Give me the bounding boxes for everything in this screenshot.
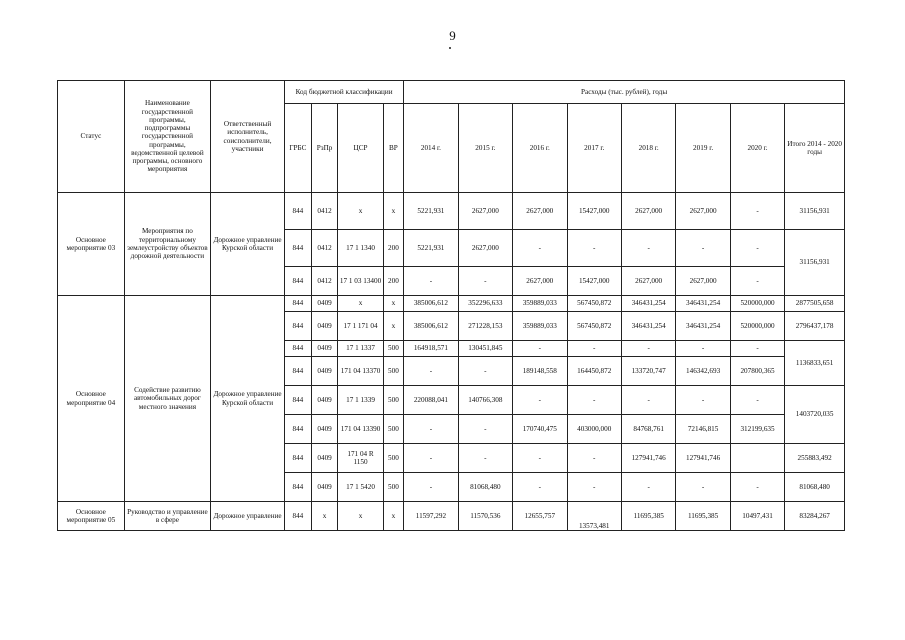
rzpr-cell: 0409 — [311, 386, 338, 415]
value-cell: - — [730, 386, 784, 415]
grbs-cell: 844 — [285, 386, 312, 415]
rzpr-cell: 0409 — [311, 296, 338, 312]
value-cell: 520000,000 — [730, 296, 784, 312]
vr-cell: 500 — [383, 473, 404, 502]
csr-cell: 171 04 R 1150 — [338, 444, 383, 473]
vr-cell: 500 — [383, 341, 404, 357]
rzpr-cell: 0409 — [311, 357, 338, 386]
value-cell: - — [567, 473, 621, 502]
value-cell: - — [404, 267, 458, 296]
grbs-cell: 844 — [285, 341, 312, 357]
value-cell: - — [676, 230, 730, 267]
grbs-cell: 844 — [285, 296, 312, 312]
value-cell: 220088,041 — [404, 386, 458, 415]
status-cell: Основное мероприятие 04 — [58, 296, 125, 502]
value-cell: - — [567, 341, 621, 357]
rzpr-cell: 0409 — [311, 341, 338, 357]
value-cell: - — [567, 386, 621, 415]
value-cell: - — [730, 193, 784, 230]
responsible-cell: Дорожное управление — [211, 502, 285, 531]
name-cell: Руководство и управление в сфере — [124, 502, 210, 531]
csr-cell: х — [338, 296, 383, 312]
value-cell: 2627,000 — [621, 267, 675, 296]
rzpr-cell: 0409 — [311, 473, 338, 502]
value-cell: 11597,292 — [404, 502, 458, 531]
total-cell: 2877505,658 — [785, 296, 845, 312]
header-grbs: ГРБС — [285, 104, 312, 193]
value-cell: - — [567, 230, 621, 267]
vr-cell: х — [383, 193, 404, 230]
value-cell: 2627,000 — [676, 193, 730, 230]
value-cell: 359889,033 — [513, 312, 567, 341]
value-cell: - — [513, 230, 567, 267]
total-cell: 81068,480 — [785, 473, 845, 502]
value-cell: 312199,635 — [730, 415, 784, 444]
csr-cell: 17 1 5420 — [338, 473, 383, 502]
grbs-cell: 844 — [285, 312, 312, 341]
grbs-cell: 844 — [285, 230, 312, 267]
header-year-2018: 2018 г. — [621, 104, 675, 193]
value-cell: - — [513, 473, 567, 502]
total-cell: 1136833,651 — [785, 341, 845, 386]
csr-cell: 17 1 1339 — [338, 386, 383, 415]
value-cell: 11695,385 — [676, 502, 730, 531]
value-cell: 133720,747 — [621, 357, 675, 386]
value-cell: 346431,254 — [676, 312, 730, 341]
value-cell: 567450,872 — [567, 296, 621, 312]
csr-cell: 171 04 13370 — [338, 357, 383, 386]
value-cell: - — [404, 444, 458, 473]
value-cell: 15427,000 — [567, 267, 621, 296]
value-cell: 359889,033 — [513, 296, 567, 312]
page-number: 9 — [449, 28, 456, 43]
header-total: Итого 2014 - 2020 годы — [785, 104, 845, 193]
rzpr-cell: 0409 — [311, 312, 338, 341]
value-cell: 164918,571 — [404, 341, 458, 357]
status-cell: Основное мероприятие 05 — [58, 502, 125, 531]
value-cell: 346431,254 — [621, 296, 675, 312]
value-cell: 385006,612 — [404, 312, 458, 341]
value-cell: - — [730, 267, 784, 296]
vr-cell: 500 — [383, 386, 404, 415]
value-cell: - — [676, 341, 730, 357]
value-cell: 81068,480 — [458, 473, 512, 502]
value-cell: - — [458, 415, 512, 444]
grbs-cell: 844 — [285, 473, 312, 502]
value-cell: 127941,746 — [676, 444, 730, 473]
value-cell: 2627,000 — [676, 267, 730, 296]
value-cell: 12655,757 — [513, 502, 567, 531]
value-cell: 271228,153 — [458, 312, 512, 341]
value-cell: 84768,761 — [621, 415, 675, 444]
header-name: Наименование государственной программы, подпрограммы государственной программы, ведомственной целевой программы, основного мероприятия — [124, 81, 210, 193]
rzpr-cell: 0409 — [311, 415, 338, 444]
value-cell: 385006,612 — [404, 296, 458, 312]
header-expenses: Расходы (тыс. рублей), годы — [404, 81, 845, 104]
csr-cell: х — [338, 193, 383, 230]
csr-cell: 17 1 1337 — [338, 341, 383, 357]
grbs-cell: 844 — [285, 267, 312, 296]
value-cell: 164450,872 — [567, 357, 621, 386]
value-cell: - — [621, 230, 675, 267]
value-cell: 11570,536 — [458, 502, 512, 531]
csr-cell: 17 1 03 13400 — [338, 267, 383, 296]
vr-cell: 500 — [383, 444, 404, 473]
value-cell: 2627,000 — [513, 267, 567, 296]
value-cell: 5221,931 — [404, 193, 458, 230]
table-row — [58, 193, 845, 230]
value-cell: - — [730, 473, 784, 502]
value-cell: 207800,365 — [730, 357, 784, 386]
value-cell: - — [458, 357, 512, 386]
header-year-2017: 2017 г. — [567, 104, 621, 193]
header-year-2015: 2015 г. — [458, 104, 512, 193]
value-cell: - — [458, 444, 512, 473]
rzpr-cell: 0412 — [311, 267, 338, 296]
value-cell: 15427,000 — [567, 193, 621, 230]
total-cell: 31156,931 — [785, 230, 845, 296]
value-cell: 2627,000 — [458, 193, 512, 230]
grbs-cell: 844 — [285, 502, 312, 531]
value-cell: 567450,872 — [567, 312, 621, 341]
value-cell: 189148,558 — [513, 357, 567, 386]
header-year-2016: 2016 г. — [513, 104, 567, 193]
name-cell: Содействие развитию автомобильных дорог местного значения — [124, 296, 210, 502]
header-rzpr: РзПр — [311, 104, 338, 193]
value-cell: - — [513, 386, 567, 415]
value-cell: - — [730, 341, 784, 357]
value-cell: - — [404, 473, 458, 502]
expenses-table — [57, 80, 845, 531]
page-mark — [449, 47, 451, 49]
status-cell: Основное мероприятие 03 — [58, 193, 125, 296]
value-cell: 11695,385 — [621, 502, 675, 531]
csr-cell: х — [338, 502, 383, 531]
grbs-cell: 844 — [285, 193, 312, 230]
value-cell: - — [458, 267, 512, 296]
grbs-cell: 844 — [285, 415, 312, 444]
value-cell: 127941,746 — [621, 444, 675, 473]
header-row-1 — [58, 81, 845, 104]
csr-cell: 17 1 1340 — [338, 230, 383, 267]
value-cell: 2627,000 — [513, 193, 567, 230]
value-cell: - — [621, 473, 675, 502]
table-row — [58, 296, 845, 312]
value-cell: 346431,254 — [621, 312, 675, 341]
total-cell: 255883,492 — [785, 444, 845, 473]
header-responsible: Ответственный исполнитель, соисполнители, участники — [211, 81, 285, 193]
value-cell: 520000,000 — [730, 312, 784, 341]
vr-cell: 200 — [383, 230, 404, 267]
header-status: Статус — [58, 81, 125, 193]
value-cell: - — [676, 473, 730, 502]
csr-cell: 171 04 13390 — [338, 415, 383, 444]
value-cell: - — [513, 444, 567, 473]
value-cell: 140766,308 — [458, 386, 512, 415]
rzpr-cell: х — [311, 502, 338, 531]
value-cell: 346431,254 — [676, 296, 730, 312]
value-cell: 146342,693 — [676, 357, 730, 386]
total-cell: 83284,267 — [785, 502, 845, 531]
responsible-cell: Дорожное управление Курской области — [211, 193, 285, 296]
header-vr: ВР — [383, 104, 404, 193]
responsible-cell: Дорожное управление Курской области — [211, 296, 285, 502]
value-cell: - — [730, 230, 784, 267]
value-cell: 2627,000 — [458, 230, 512, 267]
total-cell: 31156,931 — [785, 193, 845, 230]
grbs-cell: 844 — [285, 357, 312, 386]
value-cell: 2627,000 — [621, 193, 675, 230]
header-year-2019: 2019 г. — [676, 104, 730, 193]
rzpr-cell: 0412 — [311, 193, 338, 230]
value-cell: 72146,815 — [676, 415, 730, 444]
value-cell: - — [513, 341, 567, 357]
total-cell: 1403720,035 — [785, 386, 845, 444]
value-cell: 10497,431 — [730, 502, 784, 531]
vr-cell: х — [383, 312, 404, 341]
value-cell: 13573,481 — [567, 502, 621, 531]
vr-cell: 500 — [383, 415, 404, 444]
rzpr-cell: 0412 — [311, 230, 338, 267]
vr-cell: 200 — [383, 267, 404, 296]
vr-cell: х — [383, 502, 404, 531]
header-budget-code: Код бюджетной классификации — [285, 81, 404, 104]
value-cell — [730, 444, 784, 473]
grbs-cell: 844 — [285, 444, 312, 473]
header-year-2020: 2020 г. — [730, 104, 784, 193]
value-cell: - — [621, 386, 675, 415]
header-csr: ЦСР — [338, 104, 383, 193]
value-cell: - — [621, 341, 675, 357]
value-cell: 5221,931 — [404, 230, 458, 267]
value-cell: 352296,633 — [458, 296, 512, 312]
value-cell: - — [567, 444, 621, 473]
vr-cell: 500 — [383, 357, 404, 386]
rzpr-cell: 0409 — [311, 444, 338, 473]
total-cell: 2796437,178 — [785, 312, 845, 341]
value-cell: 170740,475 — [513, 415, 567, 444]
csr-cell: 17 1 171 04 — [338, 312, 383, 341]
value-cell: - — [404, 415, 458, 444]
header-year-2014: 2014 г. — [404, 104, 458, 193]
name-cell: Мероприятия по территориальному землеустройству объектов дорожной деятельности — [124, 193, 210, 296]
value-cell: - — [676, 386, 730, 415]
value-cell: - — [404, 357, 458, 386]
vr-cell: х — [383, 296, 404, 312]
value-cell: 403000,000 — [567, 415, 621, 444]
value-cell: 130451,845 — [458, 341, 512, 357]
table-row — [58, 502, 845, 531]
